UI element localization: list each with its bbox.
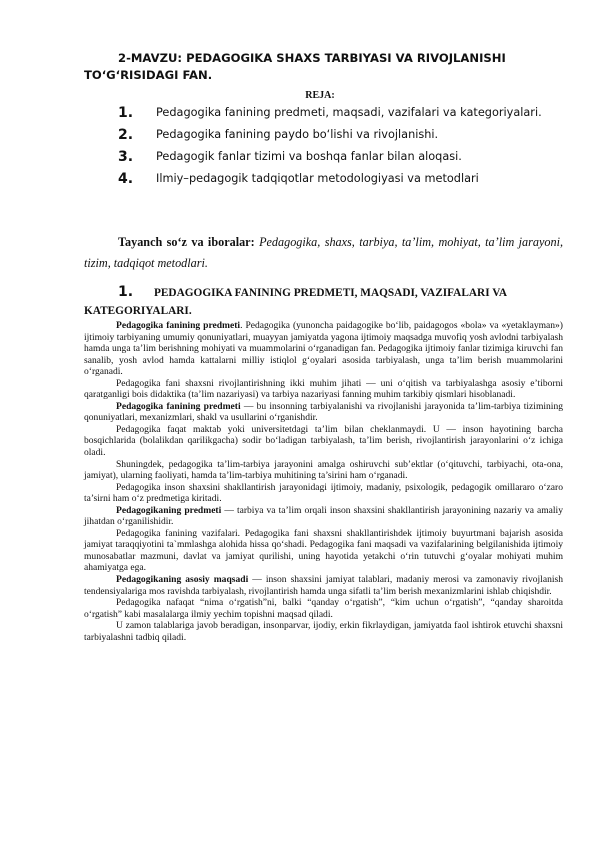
plan-item-number: 4. bbox=[118, 171, 134, 187]
paragraph-lead: Pedagogikaning asosiy maqsadi bbox=[116, 574, 249, 586]
plan-item bbox=[84, 102, 564, 124]
plan-heading: REJA: bbox=[305, 90, 335, 101]
paragraph bbox=[84, 482, 563, 505]
paragraph bbox=[84, 528, 563, 574]
plan-item-text: Pedagogik fanlar tizimi va boshqa fanlar bilan aloqasi. bbox=[156, 150, 462, 163]
plan-list bbox=[84, 102, 564, 190]
paragraph-text: — inson shaxsini jamiyat talablari, madaniy merosi va zamonaviy rivojlanish tendensiyalariga mos ravishda tarbiyalash, rivojlantirish hamda unga sifatli ta’lim berish mexanizmlarini ishlab chiqishdir. bbox=[84, 574, 563, 597]
paragraph-text: Pedagogika fanining vazifalari. Pedagogika fani shaxsni shakllantirishdek ijtimoiy buyurtmani bajarish asosida jamiyat taraqqiyotini ta`mmlashga alohida hissa qo‘shadi. Pedagogika fani maqsadi va vazifalarining belgilanishida ijtimoiy munosabatlar mazmuni, davlat va jamiyat qurilishi, uning hayotida yetakchi o‘rin tutuvchi g‘oyalar mohiyati muhim ahamiyatga ega. bbox=[84, 527, 563, 574]
keywords-label: Tayanch so‘z va iboralar: bbox=[118, 235, 255, 249]
paragraph-lead: Pedagogika fanining predmeti bbox=[116, 400, 241, 412]
page-title: 2-MAVZU: PEDAGOGIKA SHAXS TARBIYASI VA RIVOJLANISHI TO‘G‘RISIDAGI FAN. bbox=[84, 51, 506, 82]
section-number: 1. bbox=[118, 284, 134, 300]
plan-item-text: Pedagogika fanining paydo bo‘lishi va rivojlanishi. bbox=[156, 128, 439, 141]
paragraph-text: Pedagogika fani shaxsni rivojlantirishning ikki muhim jihati — uni o‘qitish va tarbiyalashga asosiy e’tiborni qaratganligi bois didaktika (ta’lim nazariyasi) va tarbiya nazariyasi fanning muhim tarkibiy qismlari hisoblanadi. bbox=[84, 377, 563, 401]
paragraph-lead: Pedagogikaning predmeti bbox=[116, 504, 222, 516]
paragraph bbox=[84, 424, 563, 459]
paragraph-text: Pedagogika faqat maktab yoki universitetdagi ta’lim bilan cheklanmaydi. U — inson hayotining barcha bosqichlarida (bolalikdan qarilikgacha) sodir bo‘ladigan tarbiyalash, ta’lim berish, rivojlantirish jarayonlarini o‘z ichiga oladi. bbox=[84, 423, 563, 459]
paragraph-text: Pedagogika nafaqat “nima o‘rgatish”ni, balki “qanday o‘rgatish”, “kim uchun o‘rgatish”, “qanday sharoitda o‘rgatish” kabi masalalarga ilmiy yechim topishni maqsad qiladi. bbox=[84, 597, 563, 620]
plan-item-text: Ilmiy–pedagogik tadqiqotlar metodologiyasi va metodlari bbox=[156, 172, 479, 185]
paragraph-text: — tarbiya va ta’lim orqali inson shaxsini shakllantirish jarayonining nazariy va amaliy jihatdan o‘rganilishidir. bbox=[84, 504, 563, 528]
paragraph-text: . Pedagogika (yunoncha paidagogike bo‘lib, paidagogos «bola» va «yetaklayman») ijtimoiy tarbiyaning umumiy qonuniyatlari, muayyan jamiyatda yagona ijtimoiy maqsadga muvofiq yosh avlodni tarbiyalash hamda unga ta’lim berishning mohiyati va muammolarini o‘rganadigan fan. Pedagogika ijtimoiy fanlar tizimiga kiruvchi fan sanalib, yosh avlod hamda kattalarni milliy istiqlol g‘oyalari asosida tarbiyalash, unga ta’lim berish muammolarini o‘rganadi. bbox=[84, 320, 563, 378]
paragraph bbox=[84, 401, 563, 424]
plan-item bbox=[84, 146, 564, 168]
keywords-text: Pedagogika, shaxs, tarbiya, ta’lim, mohiyat, ta’lim jarayoni, tizim, tadqiqot metodlari. bbox=[84, 235, 564, 270]
paragraph-text: Shuningdek, pedagogika ta’lim-tarbiya jarayonini amalga oshiruvchi sub’ektlar (o‘qituvchi, tarbiyachi, ota-ona, jamiyat), ularning faoliyati, hamda ta’lim-tarbiya muhitining ta’sirini ham o‘rganadi. bbox=[84, 458, 563, 482]
paragraph-text: Pedagogika inson shaxsini shakllantirish jarayonidagi ijtimoiy, madaniy, psixologik, pedagogik omillararo o‘zaro ta’sirni ham o‘z predmetiga kiritadi. bbox=[84, 481, 563, 505]
paragraph bbox=[84, 505, 563, 528]
paragraph-lead: Pedagogika fanining predmeti bbox=[116, 320, 241, 331]
plan-item bbox=[84, 168, 564, 190]
paragraph-text: U zamon talablariga javob beradigan, insonparvar, ijodiy, erkin fikrlaydigan, jamiyatda faol ishtirok etuvchi shaxsni tarbiyalashni tadbiq qiladi. bbox=[84, 620, 563, 643]
paragraph bbox=[84, 459, 563, 482]
keywords-paragraph bbox=[84, 232, 563, 274]
plan-item-number: 2. bbox=[118, 127, 134, 143]
paragraph bbox=[84, 597, 563, 620]
paragraph-text: — bu insonning tarbiyalanishi va rivojlanishi jarayonida ta’lim-tarbiya tizimining qonuniyatlari, mexanizmlari, shakl va usullarini o‘rganishdir. bbox=[84, 400, 563, 424]
paragraph bbox=[84, 320, 563, 378]
paragraph bbox=[84, 620, 563, 643]
paragraph bbox=[84, 574, 563, 597]
body-text bbox=[84, 320, 563, 643]
paragraph bbox=[84, 378, 563, 401]
plan-item-text: Pedagogika fanining predmeti, maqsadi, vazifalari va kategoriyalari. bbox=[156, 106, 542, 119]
plan-item-number: 3. bbox=[118, 149, 134, 165]
section-title: PEDAGOGIKA FANINING PREDMETI, MAQSADI, VAZIFALARI VA KATEGORIYALARI. bbox=[84, 287, 507, 317]
section-heading bbox=[84, 283, 564, 320]
plan-item-number: 1. bbox=[118, 105, 134, 121]
plan-item bbox=[84, 124, 564, 146]
